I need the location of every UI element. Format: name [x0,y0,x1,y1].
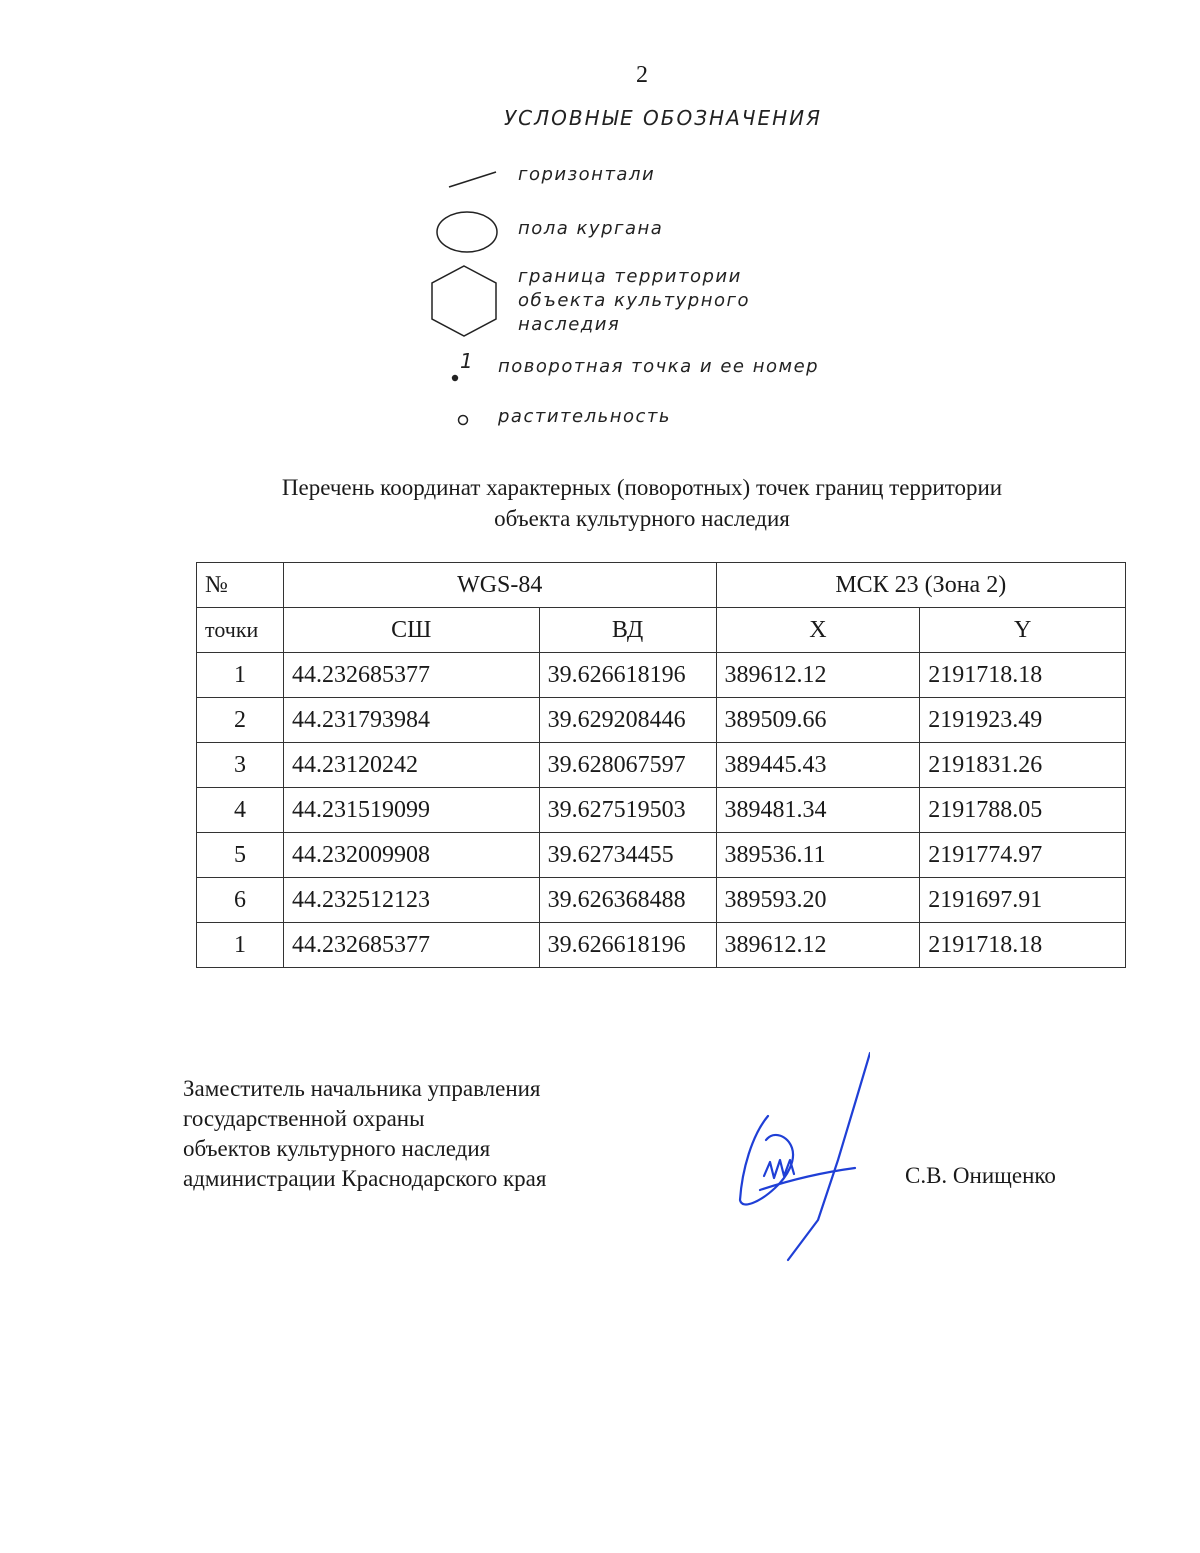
signatory-line-4: администрации Краснодарского края [183,1166,547,1191]
legend-contours-label: горизонтали [518,164,656,185]
legend-title: УСЛОВНЫЕ ОБОЗНАЧЕНИЯ [503,106,823,130]
legend-turning-point-label: поворотная точка и ее номер [498,356,820,377]
hexagon-icon [428,263,500,339]
longitude-cell: 39.626618196 [539,923,716,968]
contour-line-icon [447,168,499,190]
y-cell: 2191697.91 [920,878,1126,923]
x-cell: 389509.66 [716,698,920,743]
header-longitude: ВД [539,608,716,653]
longitude-cell: 39.626368488 [539,878,716,923]
heading-line-2: объекта культурного наследия [494,506,790,531]
point-number: 3 [197,743,284,788]
x-cell: 389536.11 [716,833,920,878]
point-number: 5 [197,833,284,878]
table-row [197,923,1126,968]
header-wgs84: WGS-84 [283,563,716,608]
y-cell: 2191923.49 [920,698,1126,743]
x-cell: 389612.12 [716,923,920,968]
signatory-title [183,1074,546,1194]
heading-line-1: Перечень координат характерных (поворотных) точек границ территории [281,475,1003,500]
handwritten-signature [730,1050,870,1265]
header-msk23: МСК 23 (Зона 2) [716,563,1125,608]
point-number: 1 [197,923,284,968]
legend-boundary-line2: объекта культурного [518,290,750,311]
coordinates-table [196,562,1126,968]
point-number: 6 [197,878,284,923]
legend-vegetation-label: растительность [498,406,671,427]
point-dot-icon [450,373,460,383]
legend-boundary-label [518,265,750,337]
latitude-cell: 44.232685377 [283,653,539,698]
signatory-line-1: Заместитель начальника управления [183,1076,541,1101]
y-cell: 2191718.18 [920,653,1126,698]
page-number: 2 [636,62,648,88]
x-cell: 389481.34 [716,788,920,833]
y-cell: 2191774.97 [920,833,1126,878]
longitude-cell: 39.62734455 [539,833,716,878]
longitude-cell: 39.628067597 [539,743,716,788]
x-cell: 389445.43 [716,743,920,788]
y-cell: 2191831.26 [920,743,1126,788]
table-row [197,788,1126,833]
signer-name: С.В. Онищенко [905,1163,1056,1188]
turning-point-number: 1 [460,349,475,373]
longitude-cell: 39.629208446 [539,698,716,743]
legend-mound-label: пола кургана [518,218,664,239]
latitude-cell: 44.232009908 [283,833,539,878]
y-cell: 2191788.05 [920,788,1126,833]
table-row [197,743,1126,788]
vegetation-circle-icon [456,413,470,427]
x-cell: 389593.20 [716,878,920,923]
header-number: № [197,563,284,608]
latitude-cell: 44.23120242 [283,743,539,788]
table-row [197,833,1126,878]
latitude-cell: 44.232685377 [283,923,539,968]
header-points: точки [197,608,284,653]
latitude-cell: 44.231519099 [283,788,539,833]
legend-boundary-line1: граница территории [518,266,742,287]
table-row [197,878,1126,923]
longitude-cell: 39.626618196 [539,653,716,698]
point-number: 2 [197,698,284,743]
signatory-line-2: государственной охраны [183,1106,425,1131]
y-cell: 2191718.18 [920,923,1126,968]
signatory-line-3: объектов культурного наследия [183,1136,491,1161]
header-latitude: СШ [283,608,539,653]
legend-boundary-line3: наследия [518,314,621,335]
longitude-cell: 39.627519503 [539,788,716,833]
latitude-cell: 44.232512123 [283,878,539,923]
ellipse-icon [434,209,500,255]
table-row [197,698,1126,743]
header-x: X [716,608,920,653]
table-heading [0,472,1200,534]
point-number: 1 [197,653,284,698]
table-row [197,653,1126,698]
point-number: 4 [197,788,284,833]
x-cell: 389612.12 [716,653,920,698]
header-y: Y [920,608,1126,653]
latitude-cell: 44.231793984 [283,698,539,743]
